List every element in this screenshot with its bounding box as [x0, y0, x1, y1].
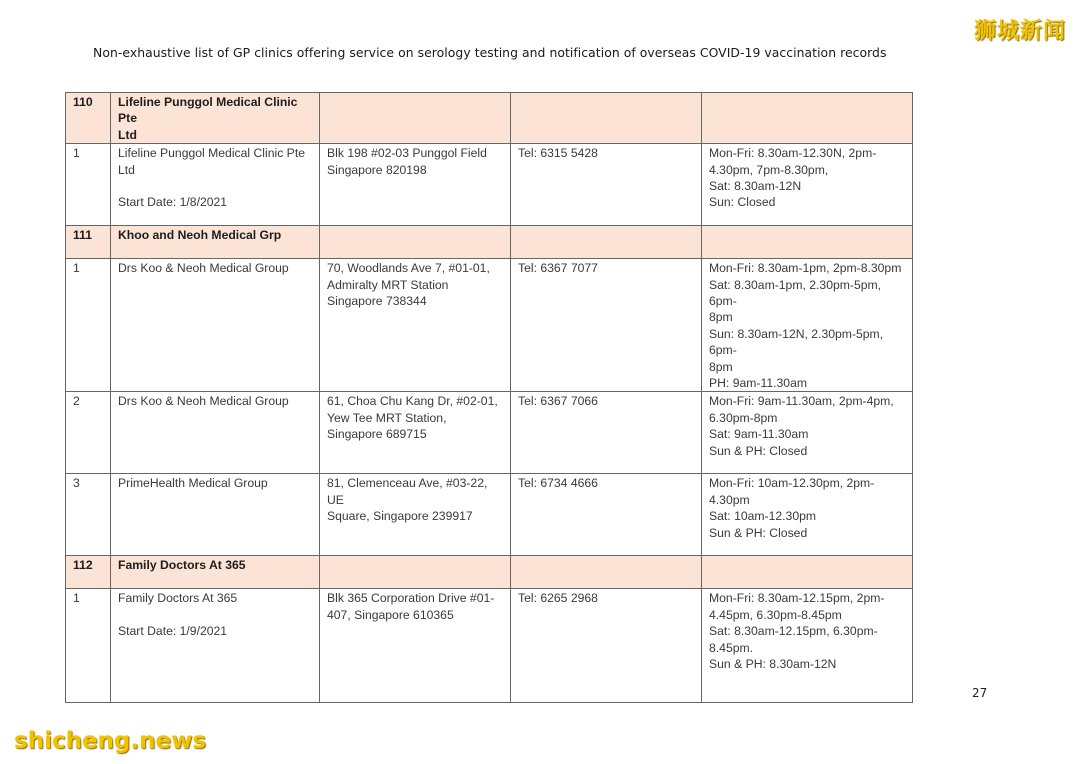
- clinic-tel: Tel: 6315 5428: [511, 144, 702, 226]
- clinic-row: [66, 259, 913, 392]
- clinic-index: 1: [66, 144, 111, 226]
- page-number: 27: [972, 686, 988, 700]
- start-date: Start Date: 1/8/2021: [118, 195, 228, 210]
- group-number: 110: [66, 93, 111, 144]
- clinic-address: Blk 198 #02-03 Punggol Field Singapore 820198: [320, 144, 511, 226]
- page-title: Non-exhaustive list of GP clinics offering service on serology testing and notification of overseas COVID-19 vaccination records: [93, 45, 887, 60]
- clinic-address: 61, Choa Chu Kang Dr, #02-01, Yew Tee MRT Station, Singapore 689715: [320, 392, 511, 474]
- clinic-index: 2: [66, 392, 111, 474]
- group-name: Lifeline Punggol Medical Clinic Pte Ltd: [111, 93, 320, 144]
- clinic-index: 1: [66, 589, 111, 703]
- clinic-tel: Tel: 6734 4666: [511, 474, 702, 556]
- clinic-tel: Tel: 6367 7077: [511, 259, 702, 392]
- clinic-name: PrimeHealth Medical Group: [111, 474, 320, 556]
- clinic-hours: Mon-Fri: 8.30am-12.30N, 2pm- 4.30pm, 7pm-8.30pm, Sat: 8.30am-12N Sun: Closed: [702, 144, 913, 226]
- clinic-table: [65, 92, 913, 703]
- group-number: 111: [66, 226, 111, 259]
- group-header-row: [66, 93, 913, 144]
- clinic-row: [66, 392, 913, 474]
- clinic-name: Drs Koo & Neoh Medical Group: [111, 392, 320, 474]
- clinic-hours: Mon-Fri: 10am-12.30pm, 2pm- 4.30pm Sat: 10am-12.30pm Sun & PH: Closed: [702, 474, 913, 556]
- clinic-hours: Mon-Fri: 8.30am-12.15pm, 2pm- 4.45pm, 6.30pm-8.45pm Sat: 8.30am-12.15pm, 6.30pm- 8.45pm. Sun & PH: 8.30am-12N: [702, 589, 913, 703]
- clinic-index: 3: [66, 474, 111, 556]
- clinic-hours: Mon-Fri: 8.30am-1pm, 2pm-8.30pm Sat: 8.30am-1pm, 2.30pm-5pm, 6pm- 8pm Sun: 8.30am-12N, 2.30pm-5pm, 6pm- 8pm PH: 9am-11.30am: [702, 259, 913, 392]
- clinic-row: [66, 144, 913, 226]
- watermark-logo-top: 狮城新闻: [973, 19, 1066, 44]
- clinic-name: Drs Koo & Neoh Medical Group: [111, 259, 320, 392]
- clinic-address: 70, Woodlands Ave 7, #01-01, Admiralty MRT Station Singapore 738344: [320, 259, 511, 392]
- group-header-row: [66, 556, 913, 589]
- clinic-hours: Mon-Fri: 9am-11.30am, 2pm-4pm, 6.30pm-8pm Sat: 9am-11.30am Sun & PH: Closed: [702, 392, 913, 474]
- clinic-index: 1: [66, 259, 111, 392]
- clinic-row: [66, 474, 913, 556]
- clinic-name: Family Doctors At 365 Start Date: 1/9/2021: [111, 589, 320, 703]
- clinic-name: Lifeline Punggol Medical Clinic Pte Ltd Start Date: 1/8/2021: [111, 144, 320, 226]
- clinic-address: 81, Clemenceau Ave, #03-22, UE Square, Singapore 239917: [320, 474, 511, 556]
- clinic-address: Blk 365 Corporation Drive #01- 407, Singapore 610365: [320, 589, 511, 703]
- group-name: Khoo and Neoh Medical Grp: [111, 226, 320, 259]
- clinic-row: [66, 589, 913, 703]
- group-name: Family Doctors At 365: [111, 556, 320, 589]
- group-header-row: [66, 226, 913, 259]
- group-number: 112: [66, 556, 111, 589]
- start-date: Start Date: 1/9/2021: [118, 623, 228, 638]
- clinic-tel: Tel: 6265 2968: [511, 589, 702, 703]
- watermark-logo-bottom: shicheng.news: [14, 728, 207, 754]
- clinic-tel: Tel: 6367 7066: [511, 392, 702, 474]
